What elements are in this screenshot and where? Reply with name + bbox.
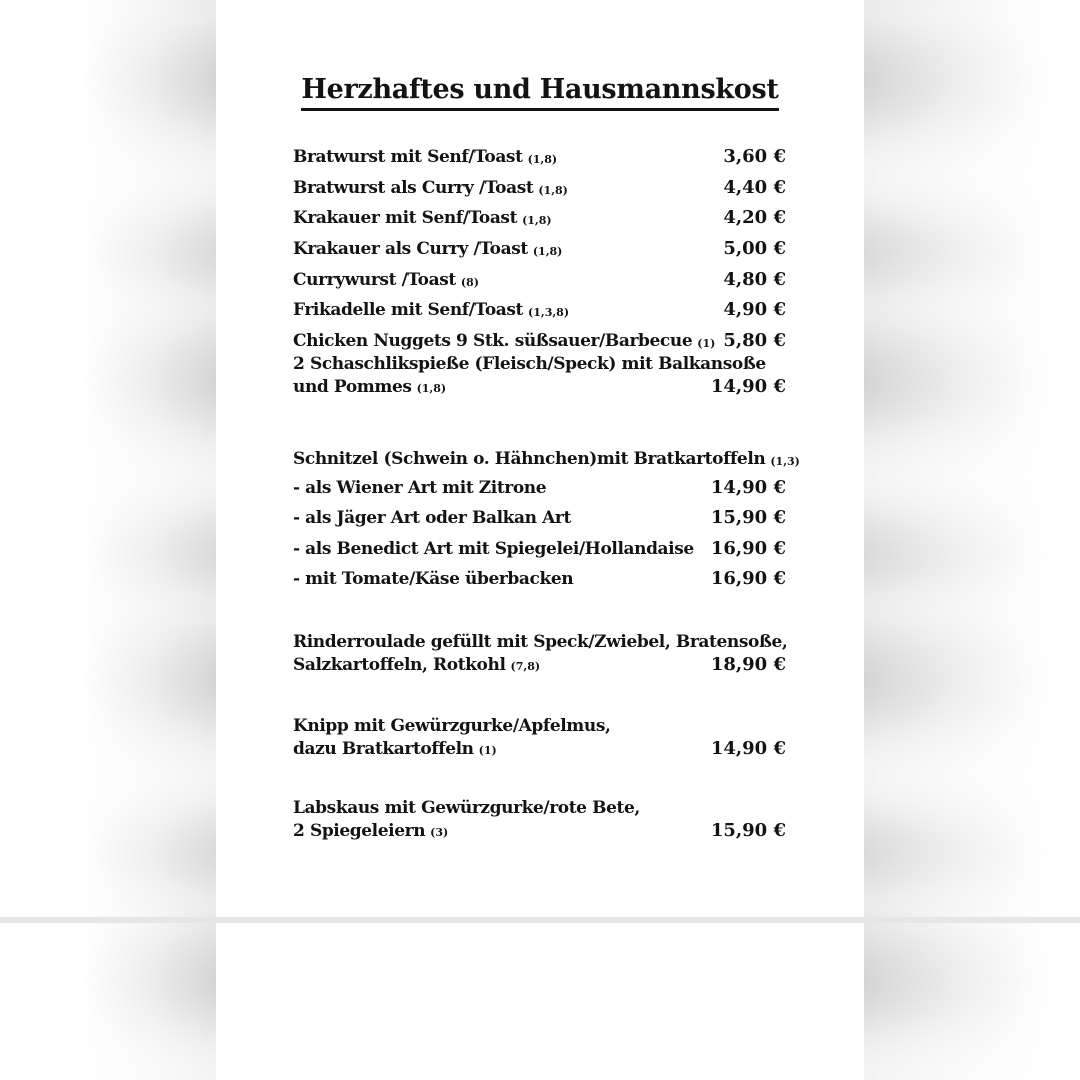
menu-item-row — [293, 506, 786, 530]
item-name: - mit Tomate/Käse überbacken — [293, 569, 574, 589]
item-price: 14,90 € — [710, 477, 786, 498]
menu-item-row — [293, 176, 786, 202]
menu-item-row — [293, 353, 786, 400]
allergen-note: (1,3) — [770, 454, 800, 468]
menu-title-wrap — [216, 74, 864, 111]
item-price: 4,40 € — [723, 177, 786, 198]
item-price: 4,90 € — [723, 299, 786, 320]
item-price: 18,90 € — [710, 653, 786, 675]
next-page-blank — [216, 923, 864, 1080]
menu-item-row — [293, 476, 786, 500]
item-price: 16,90 € — [710, 568, 786, 589]
item-name: Bratwurst mit Senf/Toast (1,8) — [293, 147, 558, 167]
menu-item-row — [293, 237, 786, 263]
item-name: Currywurst /Toast (8) — [293, 270, 479, 290]
allergen-note: (1) — [478, 744, 497, 757]
item-name: - als Wiener Art mit Zitrone — [293, 478, 547, 498]
menu-item-row — [293, 329, 786, 355]
item-name-line1: Rinderroulade gefüllt mit Speck/Zwiebel, Bratensoße, — [293, 632, 788, 652]
item-price: 15,90 € — [710, 819, 786, 841]
menu-item-row — [293, 715, 786, 762]
menu-item-row — [293, 145, 786, 171]
menu-item-row — [293, 797, 786, 844]
allergen-note: (1,8) — [538, 183, 568, 197]
item-price: 5,00 € — [723, 238, 786, 259]
item-price: 14,90 € — [710, 375, 786, 397]
allergen-note: (1,3,8) — [528, 305, 570, 319]
allergen-note: (8) — [460, 275, 479, 289]
item-name: - als Jäger Art oder Balkan Art — [293, 508, 571, 528]
allergen-note: (1,8) — [527, 152, 558, 166]
allergen-note: (1) — [697, 336, 716, 350]
menu-section-header — [293, 447, 800, 473]
item-name-line2: und Pommes (1,8) 14,90 € — [293, 376, 786, 401]
menu-item-row — [293, 268, 786, 294]
item-name: Frikadelle mit Senf/Toast (1,3,8) — [293, 300, 570, 320]
allergen-note: (1,8) — [416, 382, 447, 395]
menu-title: Herzhaftes und Hausmannskost — [301, 74, 778, 111]
menu-item-row — [293, 537, 786, 561]
item-name: Krakauer mit Senf/Toast (1,8) — [293, 208, 552, 228]
item-name: - als Benedict Art mit Spiegelei/Hollandaise — [293, 539, 694, 559]
item-name: Chicken Nuggets 9 Stk. süßsauer/Barbecue (1) — [293, 331, 716, 351]
item-price: 15,90 € — [710, 507, 786, 528]
item-name-line1: Labskaus mit Gewürzgurke/rote Bete, — [293, 798, 640, 818]
menu-page — [216, 0, 864, 917]
item-price: 3,60 € — [723, 146, 786, 167]
item-name-line1: Knipp mit Gewürzgurke/Apfelmus, — [293, 716, 611, 736]
item-price: 5,80 € — [723, 330, 786, 351]
allergen-note: (3) — [430, 826, 449, 839]
allergen-note: (7,8) — [510, 660, 541, 673]
allergen-note: (1,8) — [522, 213, 552, 227]
item-name-line1: 2 Schaschlikspieße (Fleisch/Speck) mit Balkansoße — [293, 354, 766, 374]
menu-item-row — [293, 206, 786, 232]
item-name-line2: Salzkartoffeln, Rotkohl (7,8) 18,90 € — [293, 654, 786, 679]
item-price: 4,80 € — [723, 269, 786, 290]
item-price: 16,90 € — [710, 538, 786, 559]
item-name: Bratwurst als Curry /Toast (1,8) — [293, 178, 568, 198]
menu-item-row — [293, 298, 786, 324]
menu-item-row — [293, 631, 786, 678]
item-name: Krakauer als Curry /Toast (1,8) — [293, 239, 563, 259]
allergen-note: (1,8) — [532, 244, 563, 258]
item-price: 14,90 € — [710, 737, 786, 759]
item-name-line2: dazu Bratkartoffeln (1) 14,90 € — [293, 738, 786, 763]
item-name-line2: 2 Spiegeleiern (3) 15,90 € — [293, 820, 786, 845]
item-price: 4,20 € — [723, 207, 786, 228]
menu-item-row — [293, 567, 786, 591]
item-name: Schnitzel (Schwein o. Hähnchen)mit Bratkartoffeln (1,3) — [293, 449, 800, 469]
